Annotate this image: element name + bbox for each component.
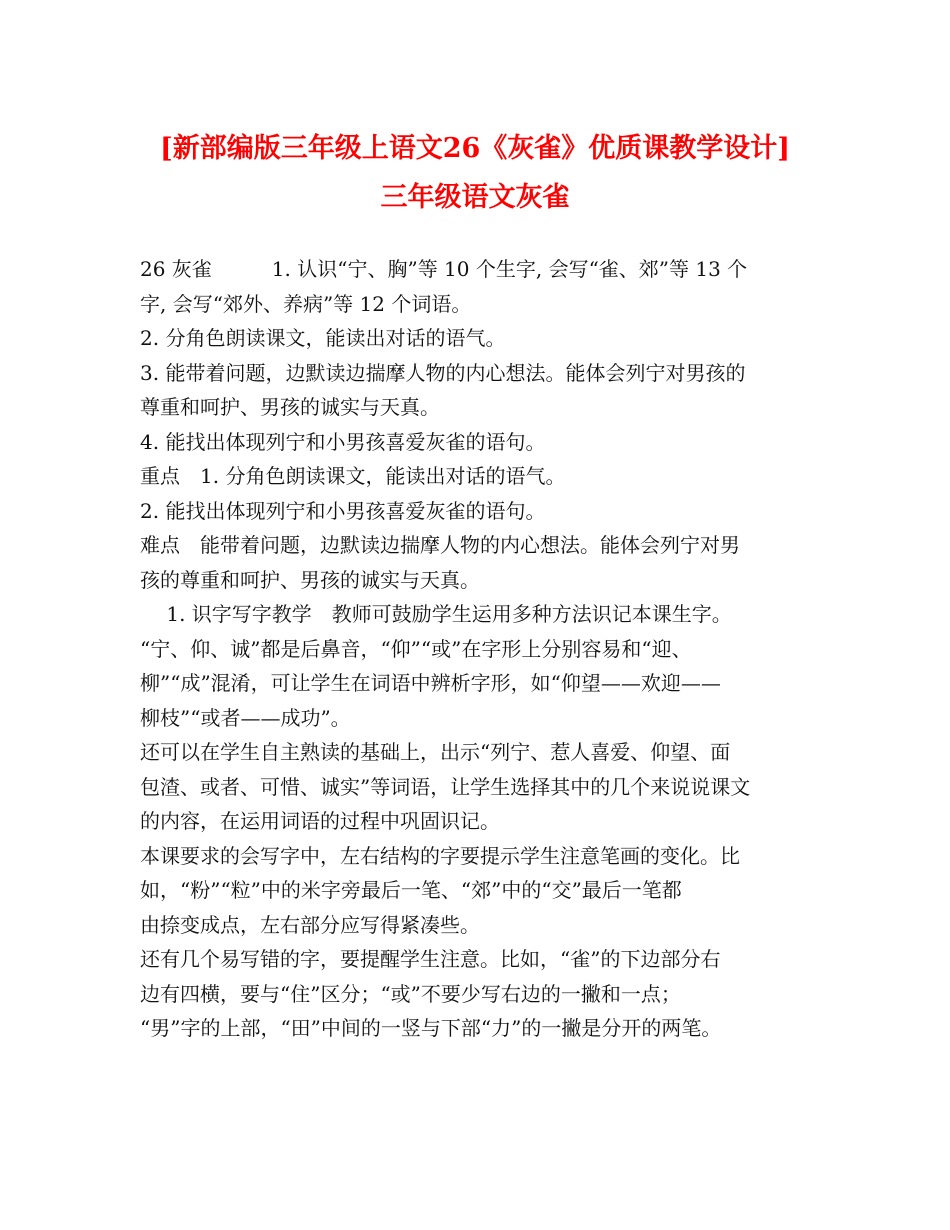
text-line: 3. 能带着问题，边默读边揣摩人物的内心想法。能体会列宁对男孩的 bbox=[140, 360, 746, 385]
text-line: “宁、仰、诚”都是后鼻音，“仰”“或”在字形上分别容易和“迎、 bbox=[140, 636, 692, 661]
text-line: 1. 识字写字教学 教师可鼓励学生运用多种方法识记本课生字。 bbox=[140, 602, 732, 626]
text-line: 柳枝”“或者——成功”。 bbox=[140, 705, 351, 730]
text-line: 如，“粉”“粒”中的米字旁最后一笔、“郊”中的“交”最后一笔都 bbox=[140, 878, 682, 902]
text-line: 包渣、或者、可惜、诚实”等词语，让学生选择其中的几个来说说课文 bbox=[140, 774, 751, 799]
text-line: 的内容，在运用词语的过程中巩固识记。 bbox=[140, 809, 500, 833]
text-line: 重点 1. 分角色朗读课文，能读出对话的语气。 bbox=[140, 464, 566, 488]
text-line: 柳”“成”混淆，可让学生在词语中辨析字形，如“仰望——欢迎—— bbox=[140, 671, 721, 695]
text-line: 由捺变成点，左右部分应写得紧凑些。 bbox=[140, 912, 480, 937]
document-subtitle: 三年级语文灰雀 bbox=[380, 182, 570, 213]
text-line: 还可以在学生自主熟读的基础上，出示“列宁、惹人喜爱、仰望、面 bbox=[140, 740, 731, 764]
document-title: [新部编版三年级上语文26《灰雀》优质课教学设计] bbox=[159, 133, 791, 164]
text-line: 孩的尊重和呵护、男孩的诚实与天真。 bbox=[140, 567, 480, 592]
text-line: 本课要求的会写字中，左右结构的字要提示学生注意笔画的变化。比 bbox=[140, 843, 740, 868]
document-body bbox=[140, 252, 830, 1046]
text-line: 边有四横，要与“住”区分；“或”不要少写右边的一撇和一点； bbox=[140, 981, 681, 1006]
text-line: 4. 能找出体现列宁和小男孩喜爱灰雀的语句。 bbox=[140, 429, 546, 454]
text-line: 2. 分角色朗读课文，能读出对话的语气。 bbox=[140, 326, 506, 350]
text-line: 2. 能找出体现列宁和小男孩喜爱灰雀的语句。 bbox=[140, 498, 546, 523]
text-line: 难点 能带着问题，边默读边揣摩人物的内心想法。能体会列宁对男 bbox=[140, 533, 740, 557]
text-line: 26 灰雀 1. 认识“宁、胸”等 10 个生字, 会写“雀、郊”等 13 个 bbox=[140, 257, 748, 281]
text-line: 字, 会写“郊外、养病”等 12 个词语。 bbox=[140, 291, 472, 316]
text-line: 还有几个易写错的字，要提醒学生注意。比如，“雀”的下边部分右 bbox=[140, 947, 721, 971]
text-line: 尊重和呵护、男孩的诚实与天真。 bbox=[140, 395, 440, 419]
text-line: “男”字的上部，“田”中间的一竖与下部“力”的一撇是分开的两笔。 bbox=[140, 1016, 722, 1040]
